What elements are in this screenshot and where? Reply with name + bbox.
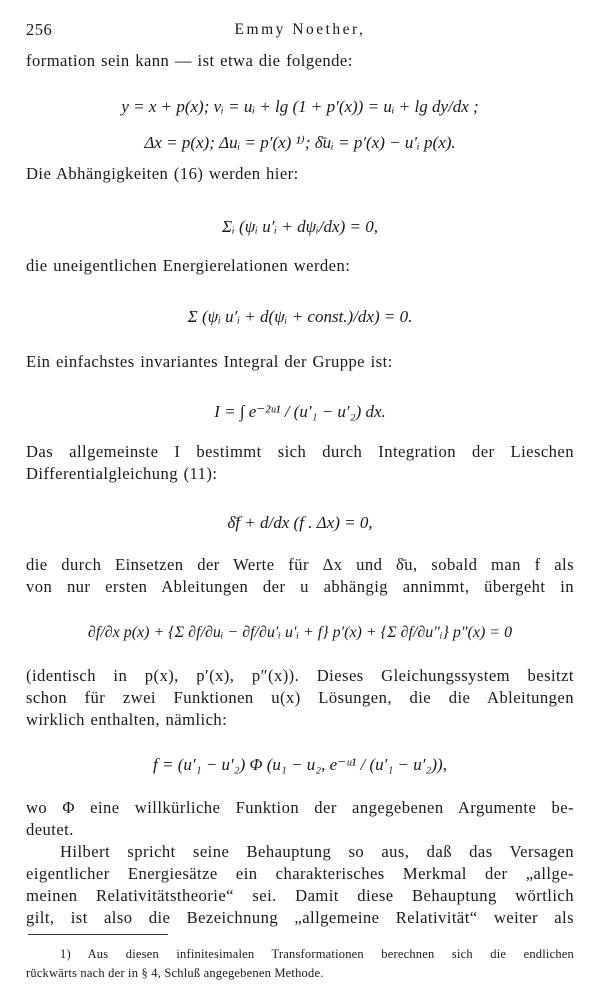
equation-transformation: y = x + p(x); vᵢ = uᵢ + lg (1 + p′(x)) = uᵢ + lg dy/dx ; (121, 97, 479, 116)
text-line: Differentialgleichung (11): (26, 464, 218, 483)
text-line: Hilbert spricht seine Behauptung so aus, daß das Versagen (60, 842, 574, 861)
text-line: deutet. (26, 820, 74, 839)
text-line: formation sein kann — ist etwa die folgende: (26, 51, 353, 70)
text-line: eigentlicher Energiesätze ein charakterisches Merkmal der „allge- (26, 864, 574, 883)
equation-system: ∂f/∂x p(x) + {Σ ∂f/∂uᵢ − ∂f/∂u′ᵢ u′ᵢ + f} p′(x) + {Σ ∂f/∂u″ᵢ} p″(x) = 0 (87, 624, 513, 641)
text-line: die durch Einsetzen der Werte für Δx und δ̄u, sobald man f als (26, 555, 574, 574)
text-line: schon für zwei Funktionen u(x) Lösungen, die die Ableitungen (26, 688, 574, 707)
text-line: wirklich enthalten, nämlich: (26, 710, 228, 729)
text-line: wo Φ eine willkürliche Funktion der angegebenen Argumente be- (26, 798, 574, 817)
footnote-line: 1) Aus diesen infinitesimalen Transformationen berechnen sich die endlichen (60, 947, 574, 961)
equation-invariant-integral: I = ∫ e⁻²ᵘ¹ / (u′₁ − u′₂) dx. (214, 402, 386, 421)
equation-dependencies: Σᵢ (ψᵢ u′ᵢ + dψᵢ/dx) = 0, (222, 217, 378, 236)
document-page (26, 14, 574, 986)
text-line: gilt, ist also die Bezeichnung „allgemeine Relativität“ weiter als (26, 908, 574, 927)
equation-solution: f = (u′₁ − u′₂) Φ (u₁ − u₂, e⁻ᵘ¹ / (u′₁ − u′₂)), (153, 755, 447, 774)
text-line: Ein einfachstes invariantes Integral der Gruppe ist: (26, 352, 393, 371)
footnote-separator (28, 934, 168, 935)
text-line: meinen Relativitätstheorie“ sei. Damit diese Behauptung wörtlich (26, 886, 574, 905)
equation-variations: Δx = p(x); Δuᵢ = p′(x) ¹⁾; δ̄uᵢ = p′(x) − u′ᵢ p(x). (144, 133, 456, 152)
text-line: Die Abhängigkeiten (16) werden hier: (26, 164, 299, 183)
text-line: Das allgemeinste I bestimmt sich durch Integration der Lieschen (26, 442, 574, 461)
equation-energy-relations: Σ (ψᵢ u′ᵢ + d(ψᵢ + const.)/dx) = 0. (187, 307, 413, 326)
running-title: Emmy Noether, (234, 21, 366, 38)
footnote-line: rückwärts nach der in § 4, Schluß angegebenen Methode. (26, 966, 324, 980)
text-line: von nur ersten Ableitungen der u abhängig annimmt, übergeht in (26, 577, 574, 596)
equation-lie-differential: δ̄f + d/dx (f . Δx) = 0, (227, 513, 373, 532)
page-header (26, 20, 574, 42)
text-line: die uneigentlichen Energierelationen werden: (26, 256, 351, 275)
text-line: (identisch in p(x), p′(x), p″(x)). Dieses Gleichungssystem besitzt (26, 666, 574, 685)
page-number: 256 (26, 20, 53, 39)
